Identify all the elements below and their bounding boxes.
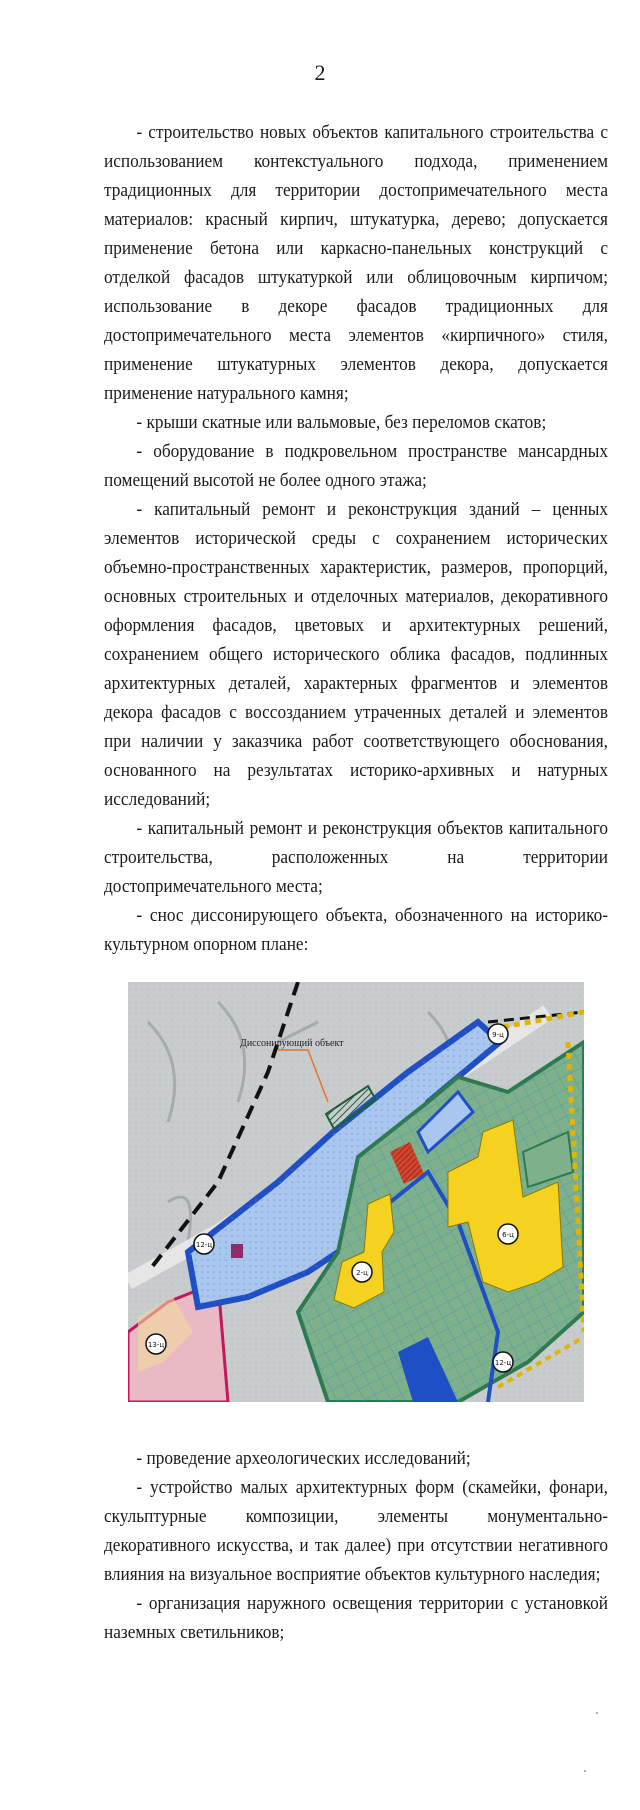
paragraph: - крыши скатные или вальмовые, без переломов скатов; bbox=[136, 412, 547, 433]
zone-label bbox=[146, 1334, 166, 1354]
historical-cultural-plan-map bbox=[128, 982, 584, 1402]
body-text-top bbox=[104, 118, 608, 959]
zone-label bbox=[352, 1262, 372, 1282]
paragraph: - оборудование в подкровельном пространстве мансардных помещений высотой не более одного этажа; bbox=[104, 441, 608, 491]
paragraph: - организация наружного освещения территории с установкой наземных светильников; bbox=[104, 1593, 608, 1643]
paragraph: - строительство новых объектов капитального строительства с использованием контекстуального подхода, применением традиционных для территории достопримечательного места материалов: красный кирпич, штукатурка, дерево; допускается применение бетона или каркасно-панельных конструкций с отделкой фасадов штукатуркой или облицовочным кирпичом; использование в декоре фасадов традиционных для достопримечательного места элементов «кирпичного» стиля, применение штукатурных элементов декора, допускается применение натурального камня; bbox=[104, 122, 608, 404]
body-text-bottom bbox=[104, 1444, 608, 1647]
paragraph: - устройство малых архитектурных форм (скамейки, фонари, скульптурные композиции, элементы монументально-декоративного искусства, и так далее) при отсутствии негативного влияния на визуальное восприятие объектов культурного наследия; bbox=[104, 1477, 608, 1585]
svg-text:2-ц: 2-ц bbox=[356, 1269, 368, 1277]
zone-label bbox=[488, 1024, 508, 1044]
purple-marker bbox=[231, 1244, 243, 1258]
svg-text:6-ц: 6-ц bbox=[502, 1231, 514, 1239]
paragraph: - проведение археологических исследований; bbox=[136, 1448, 471, 1469]
paragraph: - капитальный ремонт и реконструкция зданий – ценных элементов исторической среды с сохранением исторических объемно-пространственных характеристик, размеров, пропорций, основных строительных и отделочных материалов, декоративного оформления фасадов, цветовых и архитектурных решений, сохранением общего исторического облика фасадов, подлинных архитектурных деталей, характерных фрагментов и элементов декора фасадов с воссозданием утраченных деталей и элементов при наличии у заказчика работ соответствующего обоснования, основанного на результатах историко-архивных и натурных исследований; bbox=[104, 499, 608, 810]
svg-text:12-ц: 12-ц bbox=[494, 1359, 512, 1367]
zone-label bbox=[194, 1234, 214, 1254]
scan-speck bbox=[584, 1770, 586, 1772]
paragraph: - капитальный ремонт и реконструкция объектов капитального строительства, расположенных на территории достопримечательного места; bbox=[104, 818, 608, 897]
scan-speck bbox=[596, 1712, 598, 1714]
zone-label bbox=[498, 1224, 518, 1244]
callout-label: Диссонирующий объект bbox=[240, 1038, 344, 1049]
paragraph: - снос диссонирующего объекта, обозначенного на историко-культурном опорном плане: bbox=[104, 905, 608, 955]
svg-text:13-ц: 13-ц bbox=[147, 1341, 165, 1349]
zone-label bbox=[493, 1352, 513, 1372]
page-number: 2 bbox=[314, 60, 326, 85]
svg-text:12-ц: 12-ц bbox=[195, 1241, 213, 1249]
svg-text:9-ц: 9-ц bbox=[492, 1031, 504, 1039]
